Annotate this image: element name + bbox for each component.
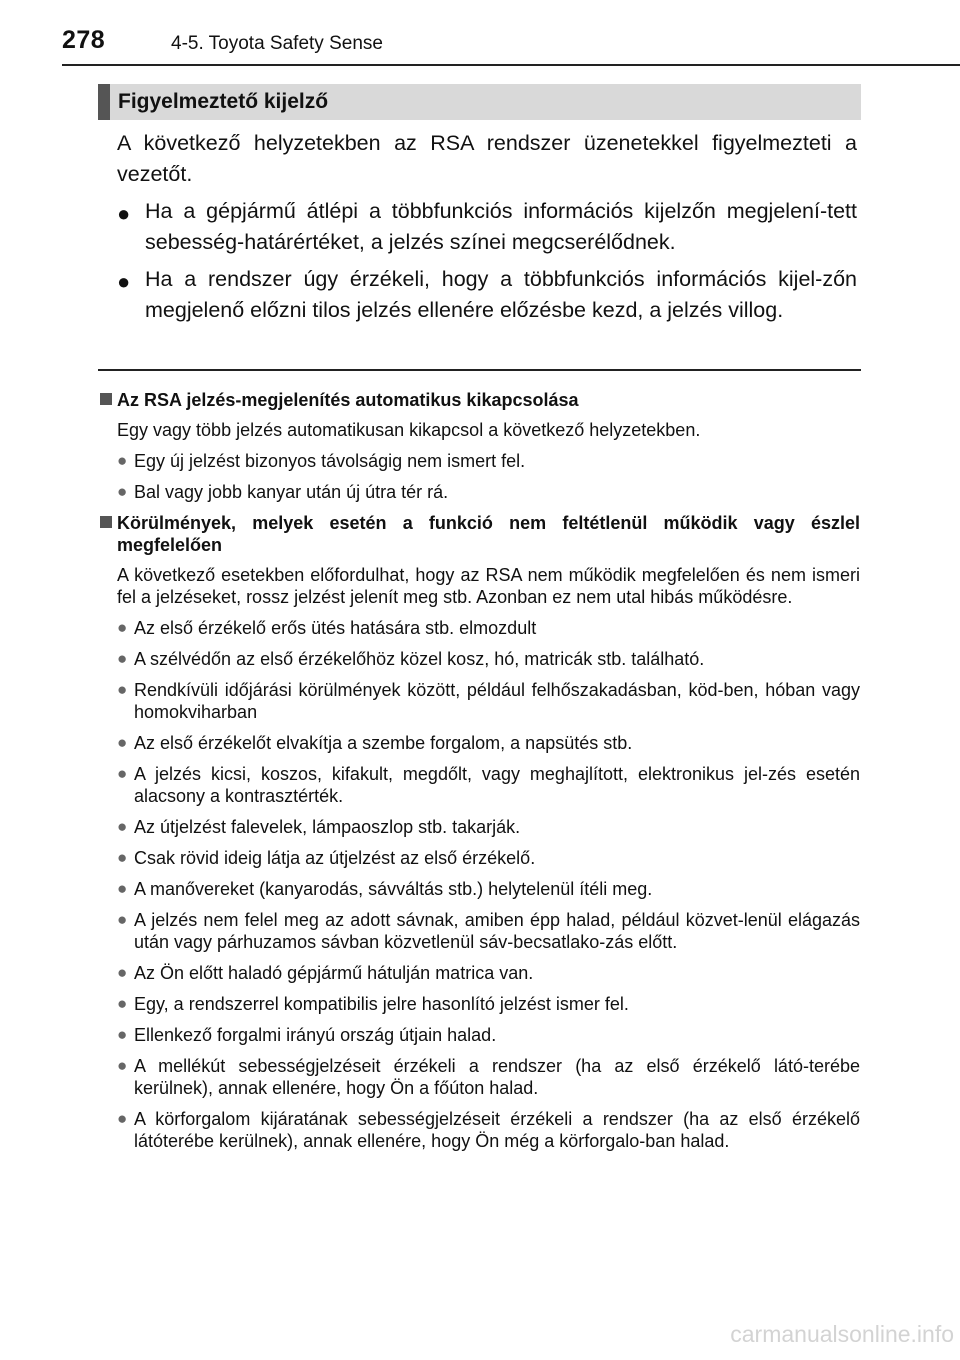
main-bullet-text: Ha a rendszer úgy érzékeli, hogy a többfunkciós információs kijel-zőn megjelenő előzni tilos jelzés ellenére előzésbe kezd, a jelzés villog.: [145, 267, 857, 322]
bullet-dot-icon: ●: [117, 848, 128, 867]
list-item: [100, 993, 860, 1015]
main-text-block: [117, 128, 857, 326]
section-heading: [100, 389, 860, 411]
list-item-text: A szélvédőn az első érzékelőhöz közel kosz, hó, matricák stb. található.: [134, 649, 705, 669]
list-item-text: Egy, a rendszerrel kompatibilis jelre hasonlító jelzést ismer fel.: [134, 994, 629, 1014]
list-item-text: Az első érzékelő erős ütés hatására stb. elmozdult: [134, 618, 537, 638]
bullet-dot-icon: ●: [117, 910, 128, 929]
list-item: [100, 878, 860, 900]
list-item-text: Rendkívüli időjárási körülmények között, például felhőszakadásban, köd-ben, hóban vagy homokviharban: [134, 680, 860, 722]
list-item: [100, 847, 860, 869]
bullet-dot-icon: ●: [117, 1025, 128, 1044]
list-item-text: A jelzés nem felel meg az adott sávnak, amiben épp halad, például közvet-lenül elágazás után vagy párhuzamos sávban közvetlenül sáv-becsatlako-zás előtt.: [134, 910, 860, 952]
section-paragraph: Egy vagy több jelzés automatikusan kikapcsol a következő helyzetekben.: [117, 420, 701, 440]
bullet-dot-icon: ●: [117, 618, 128, 637]
list-item: [100, 763, 860, 807]
list-item-text: A körforgalom kijáratának sebességjelzéseit érzékeli a rendszer (ha az első érzékelő látóterébe kerülnek), annak ellenére, hogy Ön még a körforgalo-ban halad.: [134, 1109, 860, 1151]
section-divider: [98, 369, 861, 371]
box-title-bar: [98, 84, 861, 120]
list-item: [100, 909, 860, 953]
bullet-dot-icon: ●: [117, 764, 128, 783]
bullet-dot-icon: ●: [117, 680, 128, 699]
bullet-dot-icon: ●: [117, 269, 131, 294]
list-item: [100, 450, 860, 472]
bullet-dot-icon: ●: [117, 451, 128, 470]
list-item-text: A jelzés kicsi, koszos, kifakult, megdőlt, vagy meghajlított, elektronikus jel-zés esetén alacsony a kontrasztérték.: [134, 764, 860, 806]
section-heading-text: Az RSA jelzés-megjelenítés automatikus kikapcsolása: [117, 390, 579, 410]
list-item: [100, 962, 860, 984]
section-paragraph: A következő esetekben előfordulhat, hogy az RSA nem működik megfelelően és nem ismeri fel a jelzéseket, rossz jelzést jelenít meg stb. Azonban ez nem utal hibás működésre.: [117, 565, 860, 607]
list-item-text: Csak rövid ideig látja az útjelzést az első érzékelő.: [134, 848, 536, 868]
list-item-text: Ellenkező forgalmi irányú ország útjain halad.: [134, 1025, 497, 1045]
box-title: Figyelmeztető kijelző: [118, 90, 329, 113]
list-item: [100, 679, 860, 723]
square-bullet-icon: [100, 393, 112, 405]
bullet-dot-icon: ●: [117, 649, 128, 668]
main-bullet: [117, 196, 857, 258]
main-bullet-text: Ha a gépjármű átlépi a többfunkciós információs kijelzőn megjelení-tett sebesség-határértéket, a jelzés színei megcserélődnek.: [145, 199, 857, 254]
bullet-dot-icon: ●: [117, 482, 128, 501]
list-item: [100, 648, 860, 670]
list-item: [100, 1055, 860, 1099]
bullet-dot-icon: ●: [117, 201, 131, 226]
section-heading: [100, 512, 860, 556]
notes-block: [100, 380, 860, 1152]
list-item-text: A mellékút sebességjelzéseit érzékeli a rendszer (ha az első érzékelő látó-terébe kerülnek), annak ellenére, hogy Ön a főúton halad.: [134, 1056, 860, 1098]
list-item-text: Bal vagy jobb kanyar után új útra tér rá.: [134, 482, 449, 502]
intro-paragraph: A következő helyzetekben az RSA rendszer üzenetekkel figyelmezteti a vezetőt.: [117, 131, 857, 186]
list-item: [100, 816, 860, 838]
list-item: [100, 1024, 860, 1046]
bullet-dot-icon: ●: [117, 879, 128, 898]
list-item: [100, 617, 860, 639]
bullet-dot-icon: ●: [117, 1109, 128, 1128]
bullet-dot-icon: ●: [117, 733, 128, 752]
watermark: carmanualsonline.info: [730, 1321, 954, 1347]
list-item: [100, 481, 860, 503]
bullet-dot-icon: ●: [117, 1056, 128, 1075]
section-heading-text: Körülmények, melyek esetén a funkció nem feltétlenül működik vagy észlel megfelelően: [117, 513, 860, 555]
page-header: [62, 26, 960, 66]
header-rule: [62, 64, 960, 66]
list-item-text: Az első érzékelőt elvakítja a szembe forgalom, a napsütés stb.: [134, 733, 633, 753]
list-item-text: Az Ön előtt haladó gépjármű hátulján matrica van.: [134, 963, 534, 983]
list-item-text: Egy új jelzést bizonyos távolságig nem ismert fel.: [134, 451, 526, 471]
main-bullet: [117, 264, 857, 326]
list-item: [100, 732, 860, 754]
list-item: [100, 1108, 860, 1152]
square-bullet-icon: [100, 516, 112, 528]
bullet-dot-icon: ●: [117, 963, 128, 982]
bullet-dot-icon: ●: [117, 994, 128, 1013]
section-reference: 4-5. Toyota Safety Sense: [171, 33, 383, 54]
list-item-text: Az útjelzést falevelek, lámpaoszlop stb. takarják.: [134, 817, 521, 837]
page-number: 278: [62, 26, 106, 54]
list-item-text: A manővereket (kanyarodás, sávváltás stb.) helytelenül ítéli meg.: [134, 879, 653, 899]
bullet-dot-icon: ●: [117, 817, 128, 836]
